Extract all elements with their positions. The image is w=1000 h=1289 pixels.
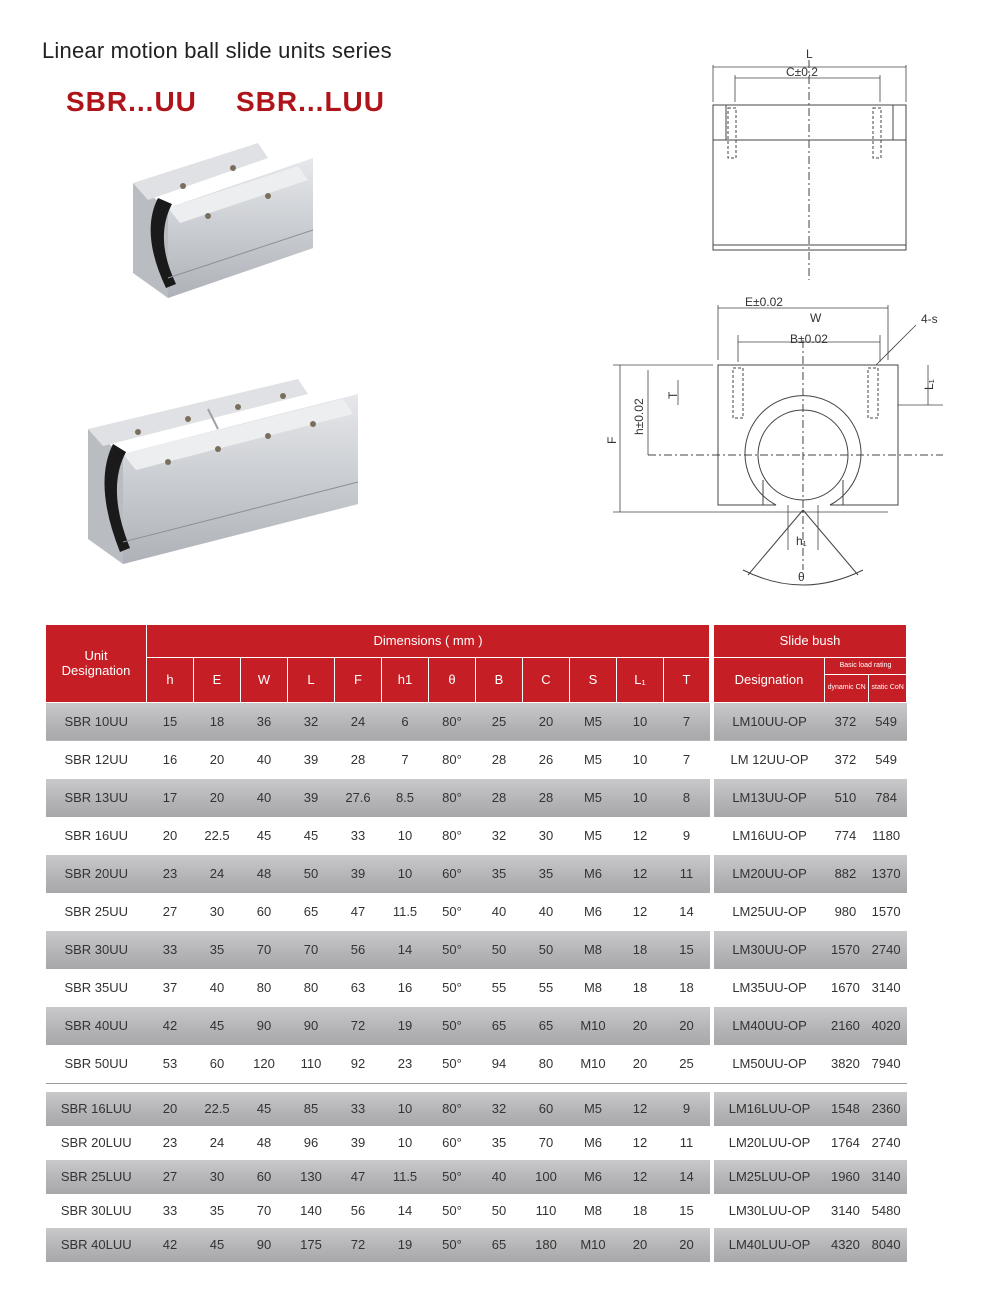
dimension-cell-w: 70 [241, 1194, 288, 1228]
bush-designation-cell: LM16UU-OP [714, 817, 825, 855]
dimension-cell-b: 28 [476, 741, 523, 779]
dimension-cell-h: 20 [147, 1092, 194, 1126]
static-load-cell: 1180 [866, 817, 907, 855]
col-b: B [476, 657, 523, 702]
dimension-cell-l1: 12 [617, 1092, 664, 1126]
dimension-cell-l1: 10 [617, 702, 664, 741]
dimension-cell-c: 70 [523, 1126, 570, 1160]
sbr-luu-product-image [78, 374, 363, 574]
dim-label-e: E±0.02 [745, 295, 783, 309]
dimension-cell-s: M8 [570, 969, 617, 1007]
dimension-cell-w: 90 [241, 1007, 288, 1045]
dimension-cell-s: M10 [570, 1228, 617, 1262]
dimension-cell-h: 15 [147, 702, 194, 741]
dimension-cell-f: 27.6 [335, 779, 382, 817]
dimension-cell-s: M6 [570, 1126, 617, 1160]
dimension-cell-e: 45 [194, 1228, 241, 1262]
dimension-cell-t: 9 [664, 817, 710, 855]
dimension-cell-e: 30 [194, 1160, 241, 1194]
dimension-cell-h: 27 [147, 893, 194, 931]
unit-designation-cell: SBR 10UU [46, 702, 147, 741]
dimension-cell-c: 100 [523, 1160, 570, 1194]
dynamic-load-cell: 3820 [825, 1045, 866, 1084]
header-dimensions: Dimensions ( mm ) [147, 625, 710, 657]
bush-designation-cell: LM16LUU-OP [714, 1092, 825, 1126]
table-row [46, 1045, 907, 1084]
spec-table [46, 625, 907, 1262]
dimension-cell-w: 60 [241, 1160, 288, 1194]
dimension-cell-theta: 80° [429, 702, 476, 741]
dim-label-theta: θ [798, 570, 805, 584]
dimension-cell-c: 60 [523, 1092, 570, 1126]
dimension-cell-h: 16 [147, 741, 194, 779]
table-row [46, 741, 907, 779]
dimension-cell-h: 17 [147, 779, 194, 817]
dimension-cell-t: 15 [664, 1194, 710, 1228]
dimension-cell-c: 28 [523, 779, 570, 817]
dimension-cell-c: 110 [523, 1194, 570, 1228]
dimension-cell-w: 60 [241, 893, 288, 931]
dimension-cell-c: 20 [523, 702, 570, 741]
dimension-cell-l: 39 [288, 779, 335, 817]
dimension-cell-s: M8 [570, 1194, 617, 1228]
dimension-cell-b: 28 [476, 779, 523, 817]
unit-designation-cell: SBR 30UU [46, 931, 147, 969]
dimension-cell-l1: 10 [617, 779, 664, 817]
dynamic-load-cell: 372 [825, 741, 866, 779]
table-row [46, 931, 907, 969]
unit-designation-cell: SBR 35UU [46, 969, 147, 1007]
dimension-cell-t: 25 [664, 1045, 710, 1084]
table-row [46, 779, 907, 817]
dynamic-load-cell: 980 [825, 893, 866, 931]
series-label-luu: SBR...LUU [236, 86, 385, 117]
dimension-cell-f: 33 [335, 817, 382, 855]
dim-label-h: h±0.02 [632, 398, 646, 435]
dim-label-b: B±0.02 [790, 332, 828, 346]
dimension-cell-w: 40 [241, 779, 288, 817]
dimension-cell-s: M8 [570, 931, 617, 969]
dimension-cell-b: 35 [476, 1126, 523, 1160]
dimension-cell-l1: 12 [617, 893, 664, 931]
dynamic-load-cell: 372 [825, 702, 866, 741]
dimension-cell-e: 40 [194, 969, 241, 1007]
dimension-cell-h: 33 [147, 931, 194, 969]
header-static: static CoN [869, 675, 906, 702]
dimension-cell-w: 45 [241, 1092, 288, 1126]
dimension-cell-f: 72 [335, 1228, 382, 1262]
static-load-cell: 5480 [866, 1194, 907, 1228]
dimension-cell-e: 22.5 [194, 817, 241, 855]
dimension-cell-l: 110 [288, 1045, 335, 1084]
static-load-cell: 8040 [866, 1228, 907, 1262]
dimension-cell-h1: 10 [382, 817, 429, 855]
dimension-cell-b: 32 [476, 817, 523, 855]
dynamic-load-cell: 1764 [825, 1126, 866, 1160]
static-load-cell: 3140 [866, 1160, 907, 1194]
dimension-cell-l: 32 [288, 702, 335, 741]
dimension-cell-h1: 23 [382, 1045, 429, 1084]
dimension-cell-c: 65 [523, 1007, 570, 1045]
dimension-cell-w: 36 [241, 702, 288, 741]
dimension-cell-l1: 12 [617, 855, 664, 893]
dimension-cell-l1: 20 [617, 1007, 664, 1045]
header-slide-bush: Slide bush [714, 625, 907, 657]
dimension-cell-w: 80 [241, 969, 288, 1007]
dimension-cell-h1: 14 [382, 1194, 429, 1228]
page-title: Linear motion ball slide units series [42, 38, 392, 63]
dimension-cell-h1: 10 [382, 1092, 429, 1126]
dimension-cell-theta: 50° [429, 1194, 476, 1228]
dimension-cell-h: 42 [147, 1007, 194, 1045]
dimension-cell-w: 70 [241, 931, 288, 969]
dynamic-load-cell: 510 [825, 779, 866, 817]
dimension-cell-f: 39 [335, 855, 382, 893]
dimension-cell-c: 35 [523, 855, 570, 893]
dimension-cell-l: 130 [288, 1160, 335, 1194]
dimension-cell-b: 94 [476, 1045, 523, 1084]
luu-rows [46, 1092, 907, 1262]
table-row [46, 969, 907, 1007]
dim-label-c: C±0.2 [786, 65, 818, 79]
dimension-cell-h1: 8.5 [382, 779, 429, 817]
dimension-cell-w: 40 [241, 741, 288, 779]
dimension-cell-l: 39 [288, 741, 335, 779]
table-row [46, 855, 907, 893]
bush-designation-cell: LM10UU-OP [714, 702, 825, 741]
static-load-cell: 1370 [866, 855, 907, 893]
dynamic-load-cell: 882 [825, 855, 866, 893]
dimension-cell-l1: 12 [617, 1126, 664, 1160]
dimension-cell-s: M10 [570, 1045, 617, 1084]
bush-designation-cell: LM40LUU-OP [714, 1228, 825, 1262]
static-load-cell: 784 [866, 779, 907, 817]
dimension-cell-e: 30 [194, 893, 241, 931]
dimension-cell-e: 22.5 [194, 1092, 241, 1126]
dimension-cell-c: 40 [523, 893, 570, 931]
dimension-cell-theta: 50° [429, 969, 476, 1007]
dimension-cell-s: M5 [570, 741, 617, 779]
dimension-cell-s: M6 [570, 855, 617, 893]
dimension-cell-t: 20 [664, 1007, 710, 1045]
table-row [46, 817, 907, 855]
unit-designation-cell: SBR 30LUU [46, 1194, 147, 1228]
col-theta: θ [429, 657, 476, 702]
dimension-cell-h: 53 [147, 1045, 194, 1084]
dimension-cell-h: 23 [147, 855, 194, 893]
dimension-cell-w: 48 [241, 855, 288, 893]
dimension-cell-h1: 11.5 [382, 893, 429, 931]
unit-designation-cell: SBR 25LUU [46, 1160, 147, 1194]
dimension-cell-e: 18 [194, 702, 241, 741]
dimension-cell-h1: 16 [382, 969, 429, 1007]
dimension-cell-b: 50 [476, 931, 523, 969]
dimension-cell-b: 35 [476, 855, 523, 893]
dimension-cell-theta: 50° [429, 893, 476, 931]
dimension-cell-theta: 50° [429, 1228, 476, 1262]
dimension-cell-h: 27 [147, 1160, 194, 1194]
front-view [613, 305, 943, 585]
dynamic-load-cell: 1570 [825, 931, 866, 969]
dimension-cell-l1: 18 [617, 931, 664, 969]
dynamic-load-cell: 2160 [825, 1007, 866, 1045]
dimension-cell-w: 48 [241, 1126, 288, 1160]
dimension-cell-l: 65 [288, 893, 335, 931]
dimension-cell-f: 92 [335, 1045, 382, 1084]
col-s: S [570, 657, 617, 702]
col-l: L [288, 657, 335, 702]
uu-rows [46, 702, 907, 1083]
dimension-cell-c: 55 [523, 969, 570, 1007]
bush-designation-cell: LM13UU-OP [714, 779, 825, 817]
dimension-cell-f: 56 [335, 1194, 382, 1228]
dimension-cell-c: 80 [523, 1045, 570, 1084]
dimension-cell-l: 80 [288, 969, 335, 1007]
static-load-cell: 2360 [866, 1092, 907, 1126]
dimension-cell-l1: 18 [617, 969, 664, 1007]
dimension-cell-s: M10 [570, 1007, 617, 1045]
dynamic-load-cell: 1670 [825, 969, 866, 1007]
dimension-cell-theta: 50° [429, 1007, 476, 1045]
static-load-cell: 549 [866, 702, 907, 741]
dimension-cell-l: 90 [288, 1007, 335, 1045]
table-row [46, 1007, 907, 1045]
dimension-cell-e: 20 [194, 779, 241, 817]
table-row [46, 1194, 907, 1228]
col-t: T [664, 657, 710, 702]
dynamic-load-cell: 3140 [825, 1194, 866, 1228]
dimension-cell-f: 24 [335, 702, 382, 741]
col-e: E [194, 657, 241, 702]
dimension-cell-l: 175 [288, 1228, 335, 1262]
static-load-cell: 3140 [866, 969, 907, 1007]
dimension-cell-e: 60 [194, 1045, 241, 1084]
dimension-cell-theta: 80° [429, 1092, 476, 1126]
dimension-cell-l: 70 [288, 931, 335, 969]
dimension-cell-e: 24 [194, 855, 241, 893]
col-w: W [241, 657, 288, 702]
dimension-cell-h1: 19 [382, 1007, 429, 1045]
dimension-cell-theta: 80° [429, 779, 476, 817]
unit-designation-cell: SBR 16UU [46, 817, 147, 855]
dimension-cell-theta: 80° [429, 741, 476, 779]
dimension-cell-b: 32 [476, 1092, 523, 1126]
dimension-cell-h: 37 [147, 969, 194, 1007]
dimension-cell-f: 72 [335, 1007, 382, 1045]
static-load-cell: 2740 [866, 1126, 907, 1160]
dimension-cell-e: 35 [194, 931, 241, 969]
bush-designation-cell: LM25LUU-OP [714, 1160, 825, 1194]
dimension-cell-b: 40 [476, 893, 523, 931]
dim-label-f: F [605, 436, 619, 444]
dimension-cell-theta: 50° [429, 1160, 476, 1194]
dimension-cell-l1: 12 [617, 817, 664, 855]
dimension-cell-h1: 11.5 [382, 1160, 429, 1194]
dimension-cell-t: 11 [664, 1126, 710, 1160]
dimension-cell-t: 11 [664, 855, 710, 893]
dimension-cell-c: 26 [523, 741, 570, 779]
dimension-cell-l: 85 [288, 1092, 335, 1126]
dimension-cell-c: 30 [523, 817, 570, 855]
dimension-cell-e: 20 [194, 741, 241, 779]
dimension-cell-h1: 10 [382, 855, 429, 893]
dimension-cell-theta: 60° [429, 1126, 476, 1160]
unit-designation-cell: SBR 20LUU [46, 1126, 147, 1160]
dimension-cell-l: 50 [288, 855, 335, 893]
dimension-cell-s: M5 [570, 779, 617, 817]
series-label-uu: SBR...UU [66, 86, 197, 117]
dimension-cell-w: 45 [241, 817, 288, 855]
dim-label-w: W [810, 311, 822, 325]
col-l1: L₁ [617, 657, 664, 702]
dimension-cell-f: 47 [335, 1160, 382, 1194]
dim-label-s: 4-s [921, 312, 938, 326]
dimension-cell-t: 18 [664, 969, 710, 1007]
dimension-cell-b: 50 [476, 1194, 523, 1228]
header-unit-designation: Unit Designation [46, 625, 147, 702]
dimension-cell-f: 56 [335, 931, 382, 969]
dimension-cell-theta: 50° [429, 931, 476, 969]
dimension-cell-t: 8 [664, 779, 710, 817]
dimension-cell-f: 47 [335, 893, 382, 931]
bush-designation-cell: LM20UU-OP [714, 855, 825, 893]
dimension-cell-l: 140 [288, 1194, 335, 1228]
dimension-cell-h: 23 [147, 1126, 194, 1160]
static-load-cell: 1570 [866, 893, 907, 931]
dimension-cell-w: 120 [241, 1045, 288, 1084]
unit-designation-cell: SBR 20UU [46, 855, 147, 893]
header-bush-designation: Designation [714, 658, 825, 702]
dimension-cell-h1: 10 [382, 1126, 429, 1160]
sbr-uu-product-image [128, 138, 328, 323]
bush-designation-cell: LM35UU-OP [714, 969, 825, 1007]
bush-designation-cell: LM 12UU-OP [714, 741, 825, 779]
technical-drawing [598, 40, 958, 590]
dimension-cell-l1: 20 [617, 1045, 664, 1084]
unit-designation-cell: SBR 16LUU [46, 1092, 147, 1126]
dynamic-load-cell: 4320 [825, 1228, 866, 1262]
table-row [46, 1160, 907, 1194]
dimension-cell-e: 35 [194, 1194, 241, 1228]
dimension-cell-h1: 7 [382, 741, 429, 779]
col-h: h [147, 657, 194, 702]
dimension-cell-c: 50 [523, 931, 570, 969]
dimension-cell-t: 15 [664, 931, 710, 969]
dimension-cell-h: 33 [147, 1194, 194, 1228]
dim-label-l1: L₁ [922, 379, 936, 390]
unit-designation-cell: SBR 13UU [46, 779, 147, 817]
dimension-cell-t: 9 [664, 1092, 710, 1126]
dimension-cell-s: M6 [570, 893, 617, 931]
dimension-cell-h: 20 [147, 817, 194, 855]
dimension-cell-s: M5 [570, 702, 617, 741]
static-load-cell: 549 [866, 741, 907, 779]
dimension-cell-l1: 10 [617, 741, 664, 779]
dimension-cell-h1: 6 [382, 702, 429, 741]
static-load-cell: 7940 [866, 1045, 907, 1084]
dimension-cell-f: 63 [335, 969, 382, 1007]
dimension-cell-l1: 20 [617, 1228, 664, 1262]
bush-designation-cell: LM30UU-OP [714, 931, 825, 969]
table-row [46, 702, 907, 741]
dim-label-h1: h₁ [796, 534, 807, 548]
dimension-cell-t: 20 [664, 1228, 710, 1262]
table-row [46, 1228, 907, 1262]
dimension-cell-h: 42 [147, 1228, 194, 1262]
dimension-cell-t: 14 [664, 1160, 710, 1194]
static-load-cell: 4020 [866, 1007, 907, 1045]
dimension-cell-f: 39 [335, 1126, 382, 1160]
dimension-cell-b: 25 [476, 702, 523, 741]
dimension-cell-theta: 50° [429, 1045, 476, 1084]
unit-designation-cell: SBR 12UU [46, 741, 147, 779]
dimension-cell-theta: 80° [429, 817, 476, 855]
table-row [46, 1092, 907, 1126]
unit-designation-cell: SBR 25UU [46, 893, 147, 931]
dimension-cell-b: 65 [476, 1228, 523, 1262]
table-row [46, 1126, 907, 1160]
dimension-cell-l: 45 [288, 817, 335, 855]
header-basic-load-rating: Basic load rating [825, 658, 907, 675]
dim-label-t: T [666, 391, 680, 399]
dimension-cell-t: 14 [664, 893, 710, 931]
dynamic-load-cell: 774 [825, 817, 866, 855]
bush-designation-cell: LM30LUU-OP [714, 1194, 825, 1228]
dimension-cell-l: 96 [288, 1126, 335, 1160]
dimension-cell-c: 180 [523, 1228, 570, 1262]
dimension-cell-t: 7 [664, 702, 710, 741]
dimension-cell-t: 7 [664, 741, 710, 779]
dynamic-load-cell: 1960 [825, 1160, 866, 1194]
dimension-cell-s: M5 [570, 1092, 617, 1126]
dimension-cell-l1: 18 [617, 1194, 664, 1228]
dimension-cell-f: 28 [335, 741, 382, 779]
dimension-cell-f: 33 [335, 1092, 382, 1126]
dimension-cell-h1: 14 [382, 931, 429, 969]
dimension-cell-e: 24 [194, 1126, 241, 1160]
dimension-cell-h1: 19 [382, 1228, 429, 1262]
bush-designation-cell: LM40UU-OP [714, 1007, 825, 1045]
bush-designation-cell: LM20LUU-OP [714, 1126, 825, 1160]
dim-label-l: L [806, 47, 813, 61]
dimension-cell-l1: 12 [617, 1160, 664, 1194]
unit-designation-cell: SBR 50UU [46, 1045, 147, 1084]
bush-designation-cell: LM50UU-OP [714, 1045, 825, 1084]
top-view [713, 60, 906, 280]
dimension-cell-e: 45 [194, 1007, 241, 1045]
bush-designation-cell: LM25UU-OP [714, 893, 825, 931]
dynamic-load-cell: 1548 [825, 1092, 866, 1126]
dimension-cell-b: 55 [476, 969, 523, 1007]
unit-designation-cell: SBR 40UU [46, 1007, 147, 1045]
header-dynamic: dynamic CN [825, 675, 869, 702]
col-f: F [335, 657, 382, 702]
dimension-cell-w: 90 [241, 1228, 288, 1262]
dimension-cell-b: 65 [476, 1007, 523, 1045]
col-h1: h1 [382, 657, 429, 702]
dimension-cell-s: M6 [570, 1160, 617, 1194]
unit-designation-cell: SBR 40LUU [46, 1228, 147, 1262]
col-c: C [523, 657, 570, 702]
dimension-cell-theta: 60° [429, 855, 476, 893]
dimension-cell-b: 40 [476, 1160, 523, 1194]
table-row [46, 893, 907, 931]
static-load-cell: 2740 [866, 931, 907, 969]
dimension-cell-s: M5 [570, 817, 617, 855]
